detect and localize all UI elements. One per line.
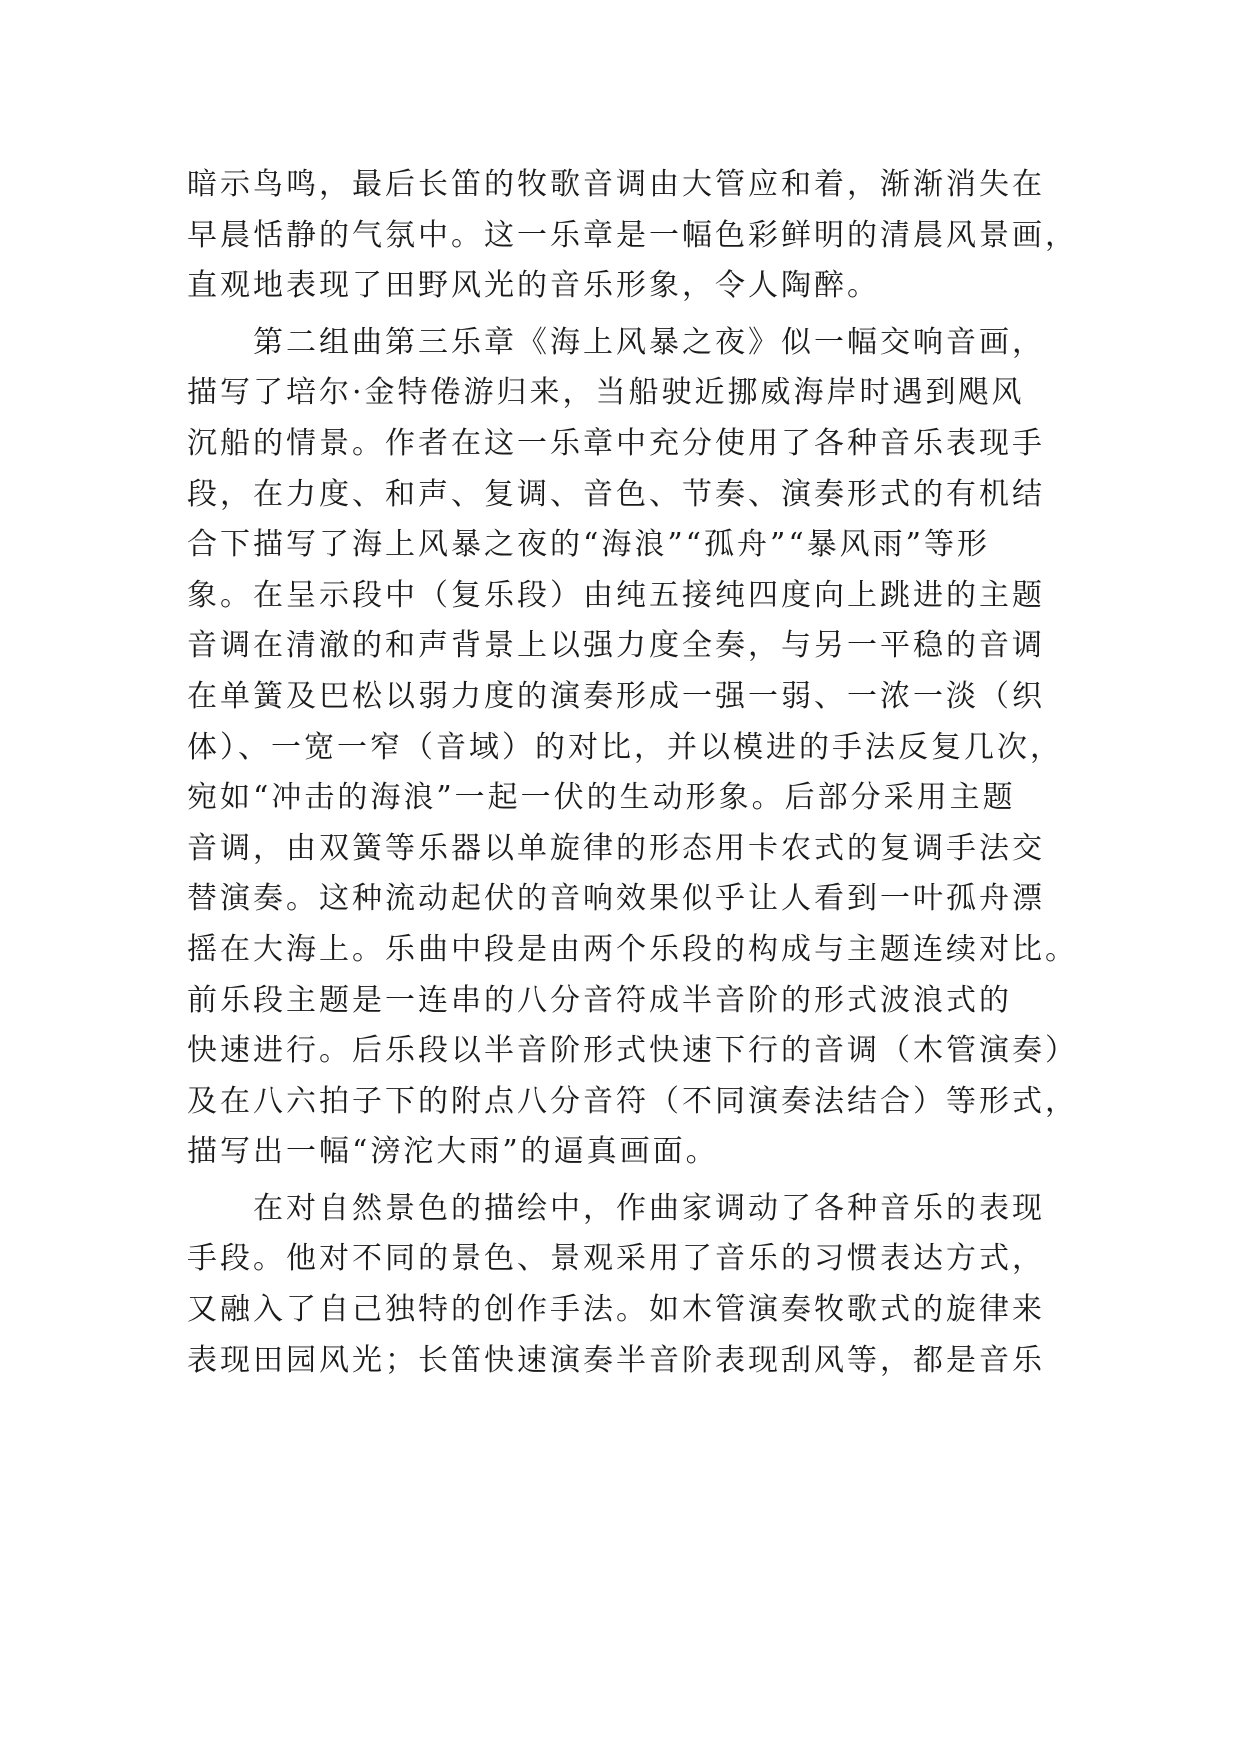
text-line: 段，在力度、和声、复调、音色、节奏、演奏形式的有机结 (187, 476, 1045, 512)
text-line: 在对自然景色的描绘中，作曲家调动了各种音乐的表现 (253, 1190, 1045, 1226)
text-line: 合下描写了海上风暴之夜的“海浪”“孤舟”“暴风雨”等形 (187, 527, 991, 563)
paragraph-2 (187, 318, 1087, 1178)
text-line: 沉船的情景。作者在这一乐章中充分使用了各种音乐表现手 (187, 425, 1045, 461)
text-line: 摇在大海上。乐曲中段是由两个乐段的构成与主题连续对比。 (187, 931, 1078, 967)
text-line: 音调在清澈的和声背景上以强力度全奏，与另一平稳的音调 (187, 628, 1045, 664)
text-line: 体）、一宽一窄（音域）的对比，并以模进的手法反复几次， (187, 729, 1063, 765)
body-text (187, 160, 1087, 1386)
text-line: 描写了培尔·金特倦游归来，当船驶近挪威海岸时遇到飓风 (187, 375, 1025, 411)
text-line: 快速进行。后乐段以半音阶形式快速下行的音调（木管演奏） (187, 1033, 1078, 1069)
text-line: 暗示鸟鸣，最后长笛的牧歌音调由大管应和着，渐渐消失在 (187, 167, 1045, 202)
text-line: 表现田园风光；长笛快速演奏半音阶表现刮风等，都是音乐 (187, 1342, 1045, 1378)
text-line: 宛如“冲击的海浪”一起一伏的生动形象。后部分采用主题 (187, 780, 1016, 816)
paragraph-3 (187, 1184, 1087, 1386)
text-line: 音调，由双簧等乐器以单旋律的形态用卡农式的复调手法交 (187, 830, 1045, 866)
text-line: 手段。他对不同的景色、景观采用了音乐的习惯表达方式， (187, 1241, 1045, 1277)
text-line: 直观地表现了田野风光的音乐形象，令人陶醉。 (187, 268, 880, 304)
text-line: 在单簧及巴松以弱力度的演奏形成一强一弱、一浓一淡（织 (187, 678, 1045, 714)
text-line: 及在八六拍子下的附点八分音符（不同演奏法结合）等形式， (187, 1083, 1078, 1119)
text-line: 第二组曲第三乐章《海上风暴之夜》似一幅交响音画， (253, 324, 1045, 360)
text-line: 象。在呈示段中（复乐段）由纯五接纯四度向上跳进的主题 (187, 577, 1045, 613)
text-line: 描写出一幅“滂沱大雨”的逼真画面。 (187, 1134, 719, 1170)
text-line: 替演奏。这种流动起伏的音响效果似乎让人看到一叶孤舟漂 (187, 881, 1045, 917)
text-line: 又融入了自己独特的创作手法。如木管演奏牧歌式的旋律来 (187, 1292, 1045, 1328)
paragraph-1 (187, 160, 1087, 312)
text-line: 早晨恬静的气氛中。这一乐章是一幅色彩鲜明的清晨风景画， (187, 217, 1078, 253)
text-line: 前乐段主题是一连串的八分音符成半音阶的形式波浪式的 (187, 982, 1012, 1018)
